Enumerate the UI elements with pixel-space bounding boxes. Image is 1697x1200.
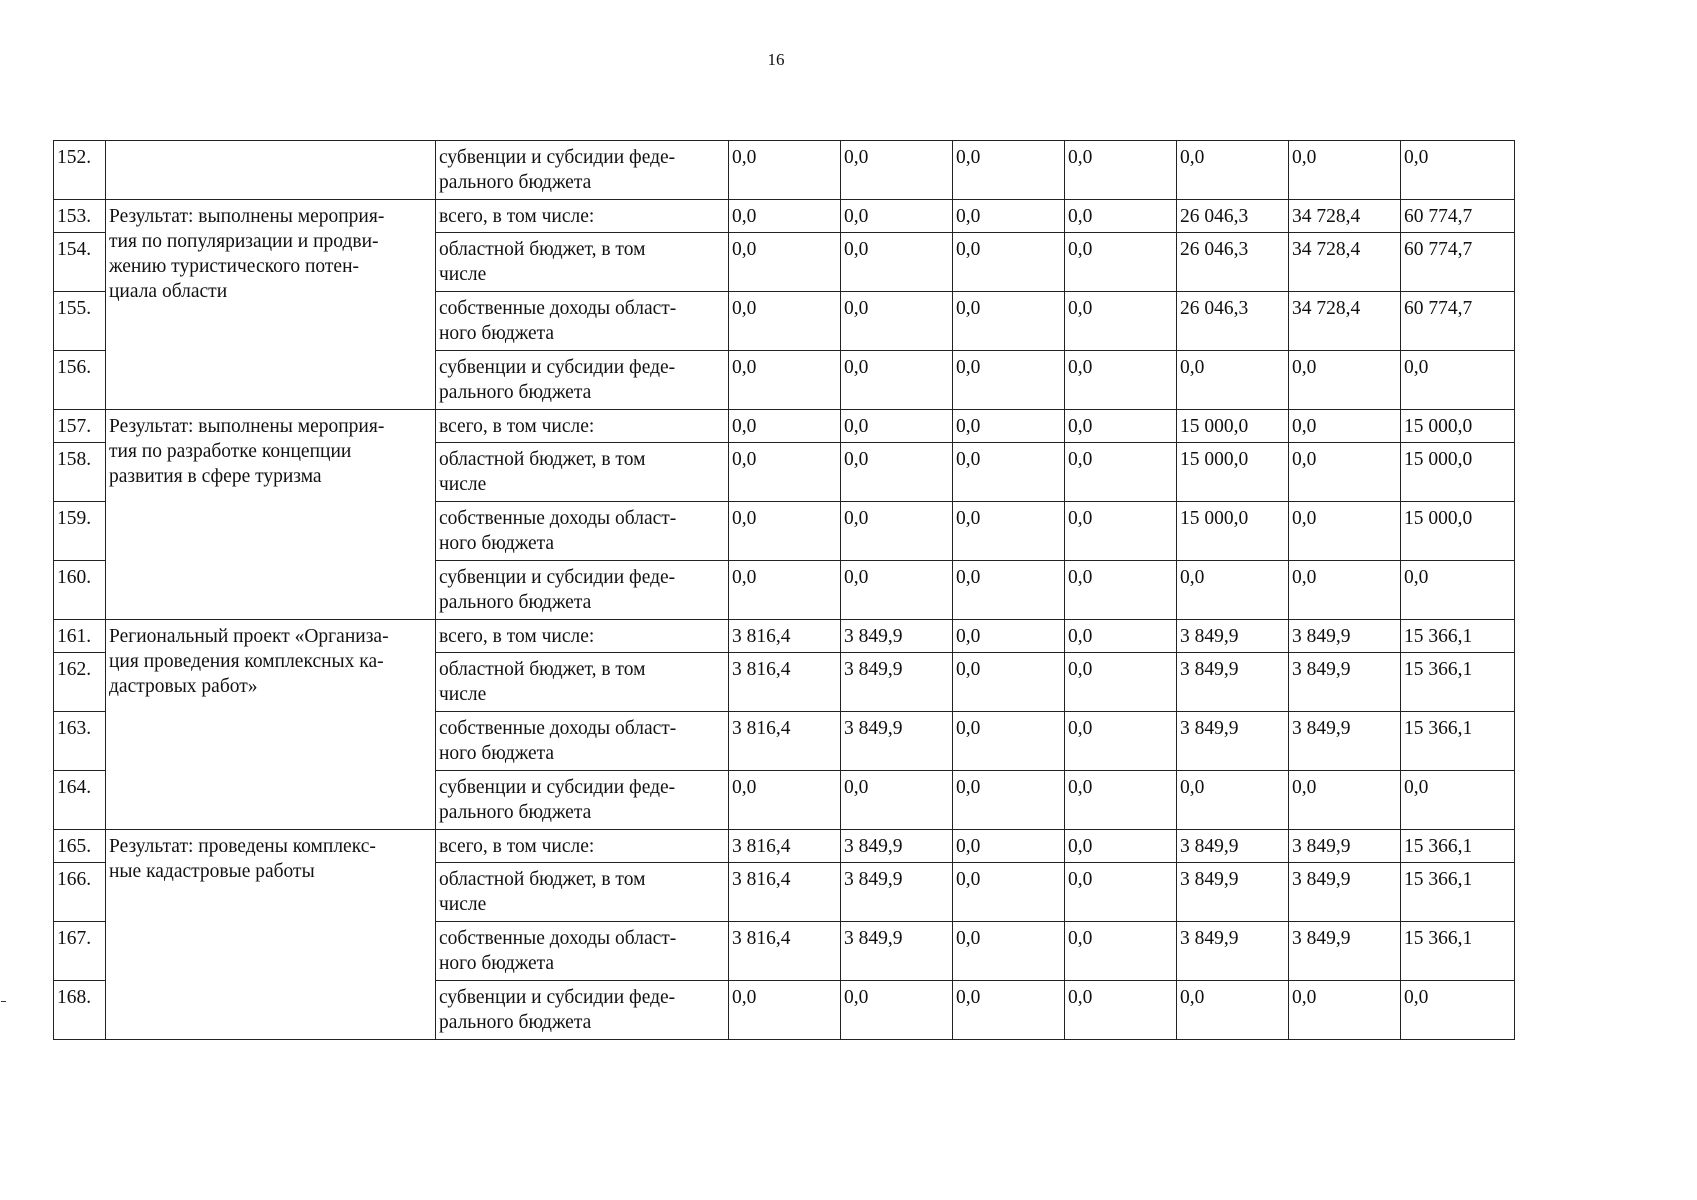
amount-cell: 26 046,3: [1177, 200, 1289, 233]
amount-cell: 0,0: [953, 981, 1065, 1040]
amount-cell: 3 816,4: [729, 653, 841, 712]
amount-cell: 15 000,0: [1401, 443, 1515, 502]
amount-cell: 0,0: [729, 141, 841, 200]
amount-cell: 34 728,4: [1289, 200, 1401, 233]
row-number-cell: 168.: [54, 981, 106, 1040]
table-row: [54, 410, 1515, 443]
amount-cell: 0,0: [1065, 443, 1177, 502]
amount-cell: 15 000,0: [1177, 502, 1289, 561]
amount-cell: 3 849,9: [1289, 712, 1401, 771]
row-number-cell: 165.: [54, 830, 106, 863]
funding-source-cell: всего, в том числе:: [436, 410, 729, 443]
amount-cell: 3 849,9: [1177, 620, 1289, 653]
amount-cell: 3 849,9: [841, 712, 953, 771]
funding-source-cell: областной бюджет, в том числе: [436, 233, 729, 292]
amount-cell: 3 849,9: [1289, 922, 1401, 981]
amount-cell: 0,0: [1401, 981, 1515, 1040]
amount-cell: 0,0: [1065, 863, 1177, 922]
amount-cell: 0,0: [841, 141, 953, 200]
amount-cell: 15 000,0: [1401, 502, 1515, 561]
amount-cell: 0,0: [729, 502, 841, 561]
amount-cell: 0,0: [841, 561, 953, 620]
row-number-cell: 167.: [54, 922, 106, 981]
funding-source-cell: областной бюджет, в том числе: [436, 653, 729, 712]
funding-source-cell: субвенции и субсидии феде- рального бюджета: [436, 561, 729, 620]
row-number-cell: 157.: [54, 410, 106, 443]
funding-source-cell: областной бюджет, в том числе: [436, 443, 729, 502]
amount-cell: 0,0: [1065, 233, 1177, 292]
amount-cell: 0,0: [841, 502, 953, 561]
amount-cell: 3 816,4: [729, 863, 841, 922]
table-row: [54, 830, 1515, 863]
amount-cell: 15 000,0: [1401, 410, 1515, 443]
amount-cell: 0,0: [1289, 141, 1401, 200]
amount-cell: 0,0: [729, 200, 841, 233]
amount-cell: 0,0: [1289, 502, 1401, 561]
amount-cell: 60 774,7: [1401, 233, 1515, 292]
amount-cell: 0,0: [1065, 141, 1177, 200]
row-number-cell: 166.: [54, 863, 106, 922]
amount-cell: 15 366,1: [1401, 922, 1515, 981]
row-number-cell: 154.: [54, 233, 106, 292]
amount-cell: 0,0: [953, 233, 1065, 292]
amount-cell: 15 366,1: [1401, 830, 1515, 863]
amount-cell: 15 000,0: [1177, 410, 1289, 443]
event-description-cell: [106, 620, 436, 830]
amount-cell: 26 046,3: [1177, 292, 1289, 351]
amount-cell: 0,0: [1289, 443, 1401, 502]
row-number-cell: 160.: [54, 561, 106, 620]
amount-cell: 0,0: [1177, 771, 1289, 830]
amount-cell: 0,0: [1065, 410, 1177, 443]
amount-cell: 0,0: [729, 410, 841, 443]
amount-cell: 0,0: [729, 351, 841, 410]
amount-cell: 0,0: [953, 200, 1065, 233]
amount-cell: 3 849,9: [1289, 830, 1401, 863]
amount-cell: 0,0: [953, 863, 1065, 922]
amount-cell: 0,0: [729, 292, 841, 351]
table-row: [54, 620, 1515, 653]
amount-cell: 0,0: [1401, 141, 1515, 200]
amount-cell: 0,0: [1065, 830, 1177, 863]
amount-cell: 0,0: [729, 981, 841, 1040]
amount-cell: 34 728,4: [1289, 233, 1401, 292]
page-number: 16: [767, 50, 785, 69]
event-description-text: Региональный проект «Организа- ция проведения комплексных ка- дастровых работ»: [109, 626, 389, 697]
row-number-cell: 158.: [54, 443, 106, 502]
amount-cell: 0,0: [1401, 771, 1515, 830]
amount-cell: 15 000,0: [1177, 443, 1289, 502]
amount-cell: 3 816,4: [729, 712, 841, 771]
amount-cell: 0,0: [841, 351, 953, 410]
row-number-cell: 155.: [54, 292, 106, 351]
funding-source-cell: собственные доходы област- ного бюджета: [436, 712, 729, 771]
amount-cell: 15 366,1: [1401, 712, 1515, 771]
amount-cell: 3 816,4: [729, 620, 841, 653]
amount-cell: 3 849,9: [1289, 653, 1401, 712]
amount-cell: 3 816,4: [729, 830, 841, 863]
amount-cell: 0,0: [1177, 981, 1289, 1040]
amount-cell: 15 366,1: [1401, 620, 1515, 653]
amount-cell: 3 849,9: [841, 922, 953, 981]
amount-cell: 15 366,1: [1401, 863, 1515, 922]
amount-cell: 0,0: [1065, 653, 1177, 712]
amount-cell: 0,0: [841, 292, 953, 351]
amount-cell: 0,0: [953, 653, 1065, 712]
table-row: [54, 200, 1515, 233]
amount-cell: 3 849,9: [1289, 863, 1401, 922]
amount-cell: 3 849,9: [1177, 653, 1289, 712]
amount-cell: 0,0: [1065, 981, 1177, 1040]
row-number-cell: 162.: [54, 653, 106, 712]
amount-cell: 0,0: [1065, 561, 1177, 620]
amount-cell: 0,0: [1401, 561, 1515, 620]
amount-cell: 0,0: [953, 620, 1065, 653]
amount-cell: 0,0: [1289, 561, 1401, 620]
amount-cell: 0,0: [841, 200, 953, 233]
amount-cell: 0,0: [1289, 981, 1401, 1040]
budget-table: [53, 140, 1515, 1040]
event-description-cell: [106, 141, 436, 200]
table-row: [54, 141, 1515, 200]
event-description-text: Результат: выполнены мероприя- тия по разработке концепции развития в сфере туризма: [109, 416, 385, 487]
amount-cell: 3 849,9: [841, 830, 953, 863]
row-number-cell: 159.: [54, 502, 106, 561]
amount-cell: 0,0: [953, 292, 1065, 351]
amount-cell: 0,0: [953, 712, 1065, 771]
amount-cell: 3 849,9: [1177, 863, 1289, 922]
amount-cell: 0,0: [1065, 922, 1177, 981]
amount-cell: 0,0: [841, 443, 953, 502]
row-number-cell: 153.: [54, 200, 106, 233]
amount-cell: 0,0: [953, 922, 1065, 981]
amount-cell: 3 849,9: [841, 653, 953, 712]
amount-cell: 0,0: [1289, 410, 1401, 443]
amount-cell: 3 816,4: [729, 922, 841, 981]
amount-cell: 0,0: [1177, 351, 1289, 410]
funding-source-cell: субвенции и субсидии феде- рального бюджета: [436, 351, 729, 410]
funding-source-cell: субвенции и субсидии феде- рального бюджета: [436, 141, 729, 200]
amount-cell: 0,0: [953, 410, 1065, 443]
amount-cell: 0,0: [1065, 771, 1177, 830]
amount-cell: 26 046,3: [1177, 233, 1289, 292]
row-number-cell: 152.: [54, 141, 106, 200]
amount-cell: 0,0: [1289, 351, 1401, 410]
amount-cell: 3 849,9: [1177, 830, 1289, 863]
amount-cell: 0,0: [729, 443, 841, 502]
amount-cell: 0,0: [841, 410, 953, 443]
event-description-cell: [106, 410, 436, 620]
amount-cell: 0,0: [841, 981, 953, 1040]
amount-cell: 0,0: [953, 830, 1065, 863]
amount-cell: 3 849,9: [841, 863, 953, 922]
funding-source-cell: собственные доходы област- ного бюджета: [436, 292, 729, 351]
amount-cell: 0,0: [729, 233, 841, 292]
event-description-text: Результат: выполнены мероприя- тия по популяризации и продви- жению туристического потен- циала области: [109, 206, 385, 302]
event-description-cell: [106, 200, 436, 410]
amount-cell: 3 849,9: [1177, 922, 1289, 981]
funding-source-cell: всего, в том числе:: [436, 200, 729, 233]
funding-source-cell: областной бюджет, в том числе: [436, 863, 729, 922]
amount-cell: 0,0: [1177, 561, 1289, 620]
amount-cell: 0,0: [841, 771, 953, 830]
amount-cell: 0,0: [1065, 292, 1177, 351]
funding-source-cell: субвенции и субсидии феде- рального бюджета: [436, 771, 729, 830]
funding-source-cell: всего, в том числе:: [436, 830, 729, 863]
funding-source-cell: субвенции и субсидии феде- рального бюджета: [436, 981, 729, 1040]
amount-cell: 34 728,4: [1289, 292, 1401, 351]
event-description-cell: [106, 830, 436, 1040]
amount-cell: 0,0: [841, 233, 953, 292]
amount-cell: 0,0: [1065, 200, 1177, 233]
amount-cell: 60 774,7: [1401, 292, 1515, 351]
amount-cell: 0,0: [1289, 771, 1401, 830]
amount-cell: 3 849,9: [1289, 620, 1401, 653]
funding-source-cell: собственные доходы област- ного бюджета: [436, 502, 729, 561]
amount-cell: 0,0: [1065, 351, 1177, 410]
amount-cell: 0,0: [953, 771, 1065, 830]
event-description-text: Результат: проведены комплекс- ные кадастровые работы: [109, 836, 376, 882]
amount-cell: 0,0: [1401, 351, 1515, 410]
amount-cell: 0,0: [953, 351, 1065, 410]
row-number-cell: 164.: [54, 771, 106, 830]
amount-cell: 3 849,9: [841, 620, 953, 653]
amount-cell: 0,0: [1065, 712, 1177, 771]
amount-cell: 0,0: [953, 443, 1065, 502]
amount-cell: 60 774,7: [1401, 200, 1515, 233]
row-number-cell: 156.: [54, 351, 106, 410]
row-number-cell: 163.: [54, 712, 106, 771]
amount-cell: 0,0: [1065, 620, 1177, 653]
amount-cell: 0,0: [953, 141, 1065, 200]
amount-cell: 0,0: [953, 502, 1065, 561]
margin-mark: [1, 1001, 6, 1002]
amount-cell: 0,0: [729, 771, 841, 830]
amount-cell: 0,0: [1065, 502, 1177, 561]
row-number-cell: 161.: [54, 620, 106, 653]
amount-cell: 0,0: [729, 561, 841, 620]
amount-cell: 0,0: [1177, 141, 1289, 200]
amount-cell: 0,0: [953, 561, 1065, 620]
funding-source-cell: всего, в том числе:: [436, 620, 729, 653]
amount-cell: 3 849,9: [1177, 712, 1289, 771]
amount-cell: 15 366,1: [1401, 653, 1515, 712]
funding-source-cell: собственные доходы област- ного бюджета: [436, 922, 729, 981]
